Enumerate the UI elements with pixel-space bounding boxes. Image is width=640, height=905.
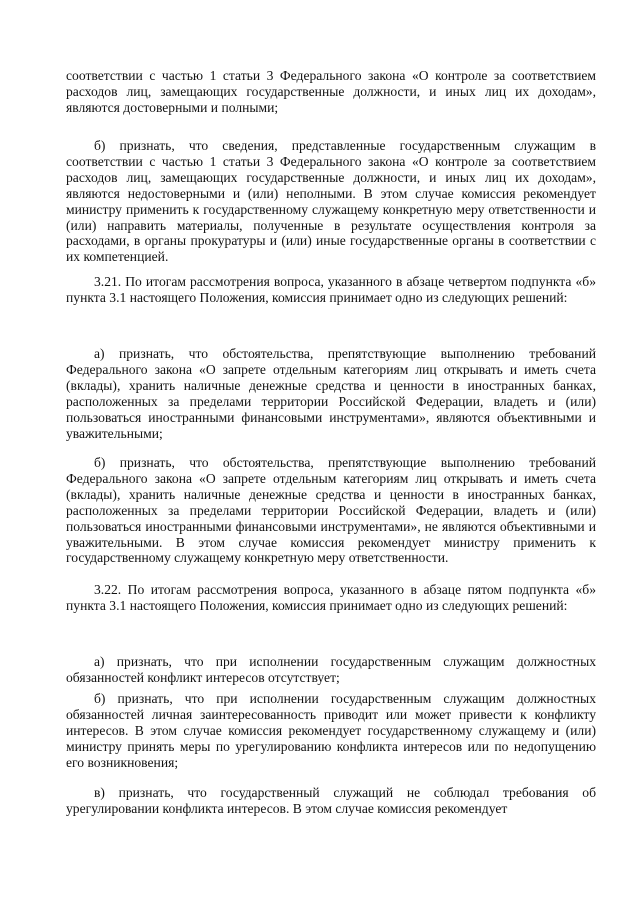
paragraph-3-22-v: в) признать, что государственный служащий не соблюдал требования об урегулировании конфликта интересов. В этом случае комиссия рекомендует — [66, 785, 596, 816]
paragraph-3-22-b: б) признать, что при исполнении государственным служащим должностных обязанностей личная заинтересованность приводит или может привести к конфликту интересов. В этом случае комиссия рекомендует государственному служащему и (или) министру принять меры по урегулированию конфликта интересов или по недопущению его возникновения; — [66, 691, 596, 770]
paragraph-3-20-b: б) признать, что сведения, представленные государственным служащим в соответствии с частью 1 статьи 3 Федерального закона «О контроле за соответствием расходов лиц, замещающих государственные должности, и иных лиц их доходам», являются недостоверными и (или) неполными. В этом случае комиссия рекомендует министру применить к государственному служащему конкретную меру ответственности и (или) направить материалы, полученные в результате осуществления контроля за расходами, в органы прокуратуры и (или) иные государственные органы в соответствии с их компетенцией. — [66, 138, 596, 265]
paragraph-3-21-a: а) признать, что обстоятельства, препятствующие выполнению требований Федерального закона «О запрете отдельным категориям лиц открывать и иметь счета (вклады), хранить наличные денежные средства и ценности в иностранных банках, расположенных за пределами территории Российской Федерации, владеть и (или) пользоваться иностранными финансовыми инструментами», являются объективными и уважительными; — [66, 346, 596, 441]
paragraph-3-21: 3.21. По итогам рассмотрения вопроса, указанного в абзаце четвертом подпункта «б» пункта 3.1 настоящего Положения, комиссия принимает одно из следующих решений: — [66, 274, 596, 305]
paragraph-3-22-a: а) признать, что при исполнении государственным служащим должностных обязанностей конфликт интересов отсутствует; — [66, 654, 596, 685]
paragraph-3-22: 3.22. По итогам рассмотрения вопроса, указанного в абзаце пятом подпункта «б» пункта 3.1 настоящего Положения, комиссия принимает одно из следующих решений: — [66, 582, 596, 613]
paragraph-3-21-b: б) признать, что обстоятельства, препятствующие выполнению требований Федерального закона «О запрете отдельным категориям лиц открывать и иметь счета (вклады), хранить наличные денежные средства и ценности в иностранных банках, расположенных за пределами территории Российской Федерации, владеть и (или) пользоваться иностранными финансовыми инструментами», не являются объективными и уважительными. В этом случае комиссия рекомендует министру применить к государственному служащему конкретную меру ответственности. — [66, 455, 596, 566]
paragraph-continuation: соответствии с частью 1 статьи 3 Федерального закона «О контроле за соответствием расходов лиц, замещающих государственные должности, и иных лиц их доходам», являются достоверными и полными; — [66, 68, 596, 115]
